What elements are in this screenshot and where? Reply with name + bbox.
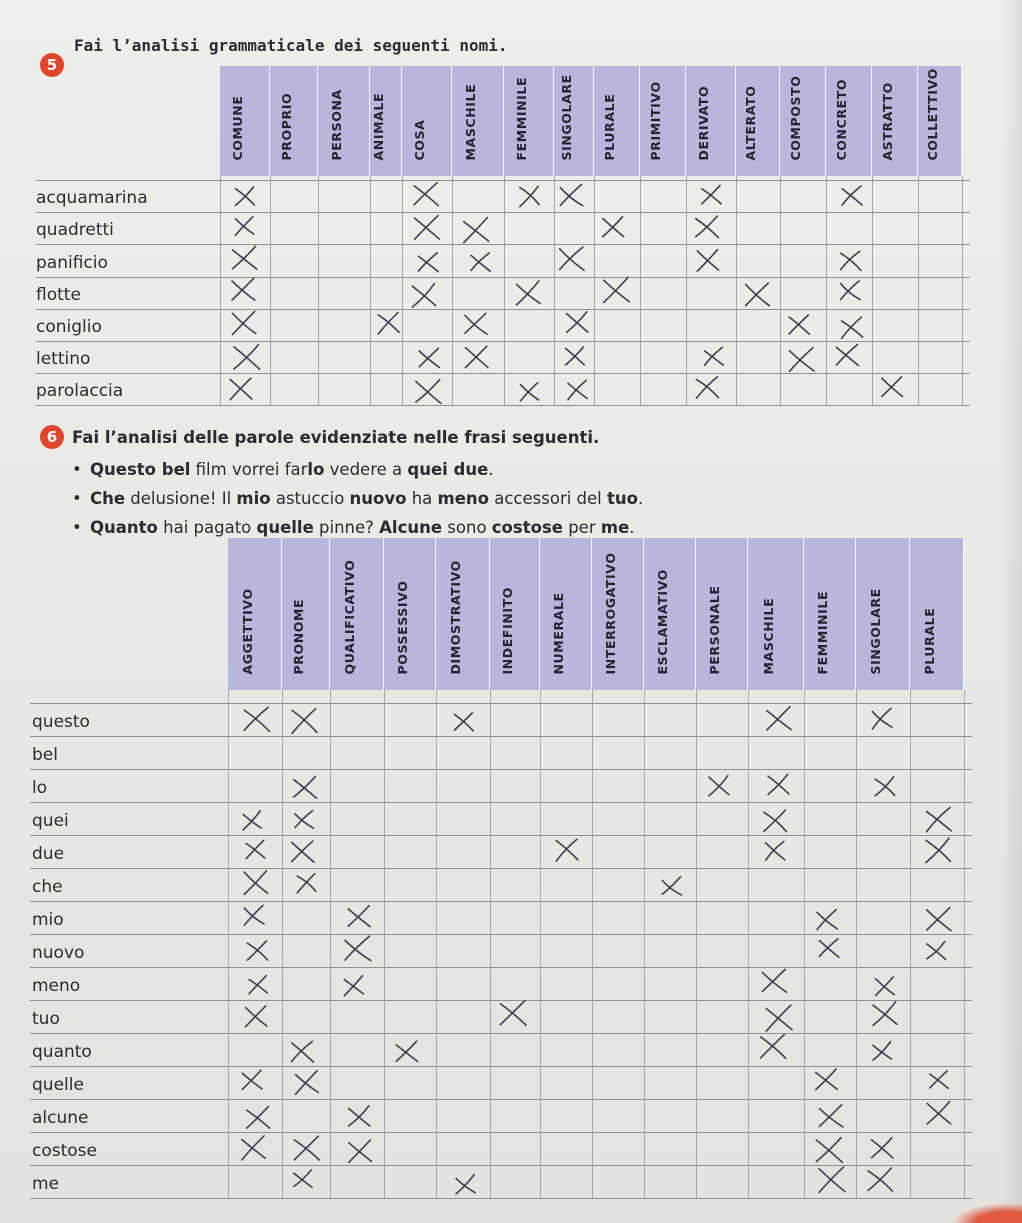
e5-col-label: COLLETTIVO (924, 68, 940, 161)
e5-col-line (220, 176, 221, 405)
sentence-3-part-4: Alcune (379, 518, 443, 537)
e5-col-line (554, 176, 555, 405)
e5-col-label: DERIVATO (695, 85, 711, 161)
e5-col-header-composto (780, 66, 826, 176)
e5-row-label-acquamarina: acquamarina (36, 188, 148, 208)
sentence-2-part-5: ha (406, 489, 438, 508)
e5-row-line (36, 212, 970, 213)
e6-col-line (282, 690, 283, 1198)
e5-row-label-lettino: lettino (36, 349, 91, 369)
e5-col-line (452, 176, 453, 405)
e5-col-header-collettivo (918, 66, 962, 176)
e5-col-line (962, 176, 963, 405)
sentence-3-text (90, 518, 635, 537)
e5-col-header-comune (220, 66, 270, 176)
e6-row-label-che: che (32, 877, 63, 897)
sentence-1-part-3: vedere a (324, 460, 408, 479)
e5-col-line (918, 176, 919, 405)
e6-col-label: DIMOSTRATIVO (447, 560, 463, 675)
e6-col-header-aggettivo (228, 538, 282, 690)
e6-col-header-personale (696, 538, 748, 690)
e6-row-label-questo: questo (32, 712, 90, 732)
e6-col-line (748, 690, 749, 1198)
e6-row-label-nuovo: nuovo (32, 943, 85, 963)
sentence-1-part-0: Questo bel (90, 460, 191, 479)
e6-row-line (30, 1132, 972, 1133)
e6-col-label: PRONOME (290, 598, 306, 675)
e6-row-line (30, 835, 972, 836)
e6-row-line (30, 934, 972, 935)
e5-col-header-cosa (402, 66, 452, 176)
e5-col-line (594, 176, 595, 405)
e6-col-line (644, 690, 645, 1198)
sentence-2-part-9: . (638, 489, 644, 508)
exercise-5-badge (40, 53, 64, 77)
e6-row-label-quei: quei (32, 811, 69, 831)
e5-col-header-alterato (736, 66, 780, 176)
sentence-2-part-1: delusione! Il (125, 489, 237, 508)
e6-row-line (30, 769, 972, 770)
exercise-6-badge (40, 425, 64, 449)
e5-row-line (36, 373, 970, 374)
e6-col-line (910, 690, 911, 1198)
e6-row-line (30, 1165, 972, 1166)
e6-col-label: AGGETTIVO (239, 588, 255, 675)
e5-col-header-derivato (686, 66, 736, 176)
e5-row-label-flotte: flotte (36, 285, 81, 305)
e5-col-label: ASTRATTO (879, 82, 895, 161)
e6-row-line (30, 868, 972, 869)
e6-row-label-alcune: alcune (32, 1108, 89, 1128)
e5-col-label: SINGOLARE (558, 74, 574, 161)
e5-col-header-plurale (594, 66, 640, 176)
e6-row-line (30, 703, 972, 704)
e6-row-label-lo: lo (32, 778, 48, 798)
e5-col-line (826, 176, 827, 405)
e6-col-header-qualificativo (330, 538, 384, 690)
e5-row-label-coniglio: coniglio (36, 317, 102, 337)
e5-row-line (36, 277, 970, 278)
e6-col-line (330, 690, 331, 1198)
e6-row-label-mio: mio (32, 910, 64, 930)
e6-row-line (30, 1066, 972, 1067)
e6-row-label-quanto: quanto (32, 1042, 92, 1062)
corner-decoration (952, 1203, 1022, 1223)
sentence-2-part-6: meno (437, 489, 489, 508)
sentence-1-part-2: lo (307, 460, 325, 479)
e6-row-line (30, 901, 972, 902)
e6-col-header-indefinito (490, 538, 540, 690)
e5-col-label: PLURALE (601, 93, 617, 161)
e6-row-line (30, 1198, 972, 1199)
e5-row-line (36, 405, 970, 406)
e6-col-line (490, 690, 491, 1198)
e5-col-header-concreto (826, 66, 872, 176)
e5-row-line (36, 180, 970, 181)
exercise-5-number: 5 (46, 56, 58, 74)
e5-col-label: CONCRETO (833, 78, 849, 161)
sentence-3-part-9: . (629, 518, 635, 537)
e6-col-label: ESCLAMATIVO (654, 569, 670, 675)
e6-col-label: SINGOLARE (867, 588, 883, 675)
e6-col-line (540, 690, 541, 1198)
sentence-3: • Quanto hai pagato quelle pinne? Alcune sono costose per me. (72, 518, 635, 537)
e6-col-header-possessivo (384, 538, 436, 690)
e5-col-header-animale (370, 66, 402, 176)
sentence-1-part-5: . (488, 460, 494, 479)
sentence-1-part-1: film vorrei far (190, 460, 308, 479)
sentence-3-part-2: quelle (256, 518, 314, 537)
e6-row-label-bel: bel (32, 745, 58, 765)
e5-col-label: FEMMINILE (513, 76, 529, 161)
e6-row-line (30, 736, 972, 737)
e5-col-line (780, 176, 781, 405)
e6-col-label: INDEFINITO (499, 587, 515, 675)
e5-row-label-parolaccia: parolaccia (36, 381, 124, 401)
e5-col-line (504, 176, 505, 405)
e5-col-label: PROPRIO (278, 92, 294, 161)
e6-row-line (30, 802, 972, 803)
e5-col-label: COMUNE (229, 95, 245, 161)
sentence-1-text (90, 460, 494, 479)
exercise-6-number: 6 (46, 428, 58, 446)
e6-col-label: PLURALE (921, 607, 937, 675)
e6-col-label: MASCHILE (760, 597, 776, 675)
e6-row-label-meno: meno (32, 976, 81, 996)
e5-col-label: PERSONA (328, 89, 344, 161)
sentence-2-part-4: nuovo (349, 489, 407, 508)
e5-col-header-maschile (452, 66, 504, 176)
e5-col-line (318, 176, 319, 405)
e5-row-line (36, 309, 970, 310)
sentence-2-part-7: accessori del (489, 489, 608, 508)
sentence-3-part-6: costose (491, 518, 563, 537)
e6-col-line (856, 690, 857, 1198)
sentence-3-part-3: pinne? (313, 518, 380, 537)
e6-col-header-numerale (540, 538, 592, 690)
e5-row-line (36, 341, 970, 342)
e6-col-header-interrogativo (592, 538, 644, 690)
sentence-3-part-7: per (562, 518, 601, 537)
e6-row-label-due: due (32, 844, 65, 864)
sentence-2-part-8: tuo (607, 489, 638, 508)
e6-col-header-pronome (282, 538, 330, 690)
e5-col-line (872, 176, 873, 405)
sentence-2-part-2: mio (236, 489, 271, 508)
page-edge-shadow (1000, 0, 1022, 1223)
e6-col-label: INTERROGATIVO (602, 552, 618, 675)
e5-col-label: COSA (411, 119, 427, 161)
e6-col-header-plurale (910, 538, 964, 690)
e6-row-label-costose: costose (32, 1141, 97, 1161)
e5-col-header-primitivo (640, 66, 686, 176)
e6-col-line (228, 690, 229, 1198)
e5-col-header-femminile (504, 66, 554, 176)
e6-row-label-me: me (32, 1174, 60, 1194)
e5-row-line (36, 244, 970, 245)
e5-col-line (270, 176, 271, 405)
e6-row-line (30, 1000, 972, 1001)
e6-col-header-maschile (748, 538, 804, 690)
e6-col-label: NUMERALE (550, 592, 566, 675)
e5-col-header-proprio (270, 66, 318, 176)
sentence-2-part-3: astuccio (270, 489, 350, 508)
e6-col-header-dimostrativo (436, 538, 490, 690)
e6-col-line (384, 690, 385, 1198)
e6-col-label: PERSONALE (706, 585, 722, 675)
e5-col-header-persona (318, 66, 370, 176)
e6-col-line (804, 690, 805, 1198)
e5-col-header-singolare (554, 66, 594, 176)
e5-col-label: ALTERATO (742, 85, 758, 161)
e6-row-label-quelle: quelle (32, 1075, 84, 1095)
e6-row-line (30, 1099, 972, 1100)
e5-col-label: COMPOSTO (787, 75, 803, 161)
sentence-2: • Che delusione! Il mio astuccio nuovo ha meno accessori del tuo. (72, 489, 644, 508)
e5-row-label-quadretti: quadretti (36, 220, 114, 240)
e6-row-label-tuo: tuo (32, 1009, 60, 1029)
sentence-3-part-8: me (600, 518, 630, 537)
e5-col-line (686, 176, 687, 405)
exercise-6-title: Fai l’analisi delle parole evidenziate nelle frasi seguenti. (72, 428, 600, 447)
sentence-1-part-4: quei due (407, 460, 489, 479)
e6-row-line (30, 967, 972, 968)
e6-col-line (592, 690, 593, 1198)
e6-col-header-esclamativo (644, 538, 696, 690)
e5-col-line (736, 176, 737, 405)
e6-col-header-femminile (804, 538, 856, 690)
sentence-3-part-0: Quanto (90, 518, 158, 537)
sentence-2-part-0: Che (90, 489, 126, 508)
e6-col-label: POSSESSIVO (394, 580, 410, 675)
exercise-5-title: Fai l’analisi grammaticale dei seguenti nomi. (74, 36, 508, 55)
e5-col-line (402, 176, 403, 405)
e5-col-line (370, 176, 371, 405)
exercise-6-sentences (72, 455, 643, 542)
sentence-3-part-5: sono (442, 518, 492, 537)
e5-row-label-panificio: panificio (36, 253, 108, 273)
e5-col-header-astratto (872, 66, 918, 176)
sentence-3-part-1: hai pagato (157, 518, 257, 537)
e6-col-line (436, 690, 437, 1198)
e6-col-line (964, 690, 965, 1198)
e6-col-header-singolare (856, 538, 910, 690)
e5-col-label: MASCHILE (462, 83, 478, 161)
e6-col-label: FEMMINILE (814, 590, 830, 675)
e6-col-line (696, 690, 697, 1198)
e5-col-label: PRIMITIVO (647, 81, 663, 161)
e6-col-label: QUALIFICATIVO (341, 559, 357, 675)
sentence-2-text (90, 489, 643, 508)
e5-col-label: ANIMALE (370, 92, 386, 161)
e6-row-line (30, 1033, 972, 1034)
sentence-1: • Questo bel film vorrei farlo vedere a quei due. (72, 460, 494, 479)
e5-col-line (640, 176, 641, 405)
